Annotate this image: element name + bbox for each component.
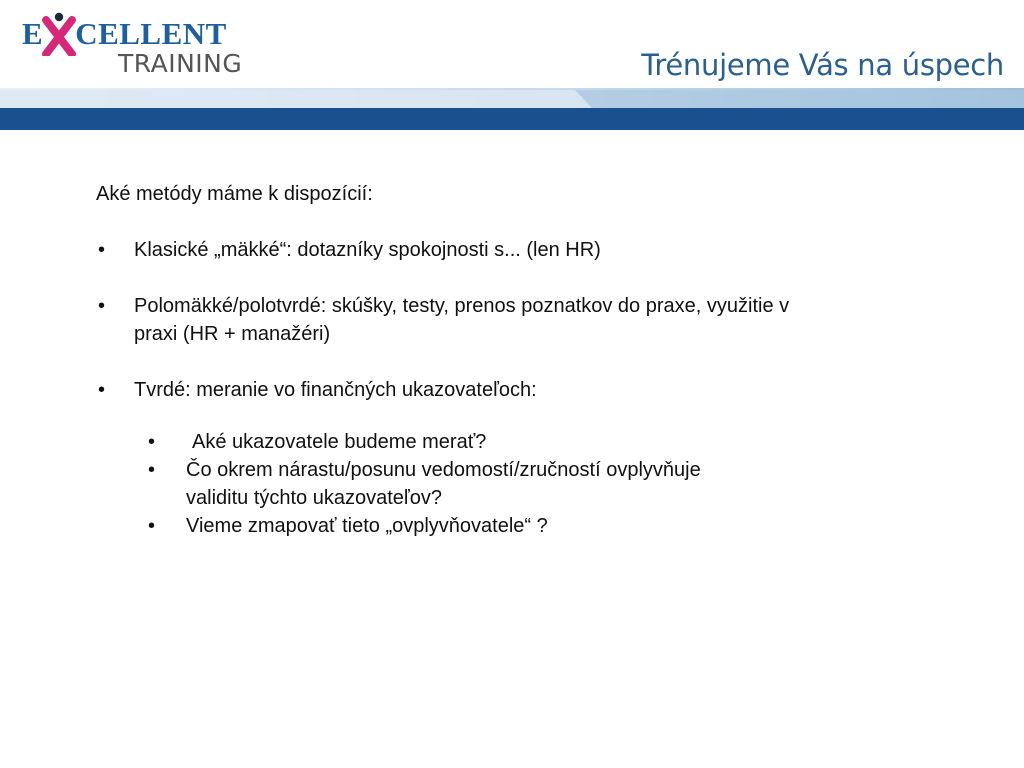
list-item-text: Klasické „mäkké“: dotazníky spokojnosti s... (len HR) (134, 239, 601, 261)
bullet-icon: • (148, 431, 156, 453)
slide-header (0, 0, 1024, 130)
list-item-text: Polomäkké/polotvrdé: skúšky, testy, prenos poznatkov do praxe, využitie v praxi (HR + manažéri) (134, 295, 790, 345)
bullet-icon: • (98, 379, 106, 401)
excellent-training-logo (22, 8, 252, 84)
sublist-item (146, 456, 956, 512)
slide-body (96, 180, 956, 540)
logo-x-figure-icon (41, 12, 77, 56)
list-item (96, 292, 956, 348)
bullet-icon: • (148, 515, 156, 537)
header-band (0, 88, 1024, 130)
list-item-text: Tvrdé: meranie vo finančných ukazovateľoch: (134, 379, 537, 401)
slide-tagline: Trénujeme Vás na úspech (641, 48, 1004, 82)
sublist-item-text: Vieme zmapovať tieto „ovplyvňovatele“ ? (186, 515, 548, 537)
methods-list (96, 236, 956, 404)
logo-training: TRAINING (118, 49, 243, 78)
indicators-sublist (146, 428, 956, 540)
list-item (96, 376, 956, 404)
list-item (96, 236, 956, 264)
bullet-icon: • (98, 295, 106, 317)
logo-letter-e: E (22, 16, 44, 51)
sublist-item-text: Čo okrem nárastu/posunu vedomostí/zručností ovplyvňuje validitu týchto ukazovateľov? (186, 459, 701, 509)
intro-text: Aké metódy máme k dispozícií: (96, 183, 373, 205)
bullet-icon: • (98, 239, 106, 261)
sublist-item (146, 428, 956, 456)
bullet-icon: • (148, 459, 156, 481)
sublist-item-text: Aké ukazovatele budeme merať? (192, 431, 487, 453)
logo-cellent: CELLENT (75, 16, 227, 51)
sublist-item (146, 512, 956, 540)
